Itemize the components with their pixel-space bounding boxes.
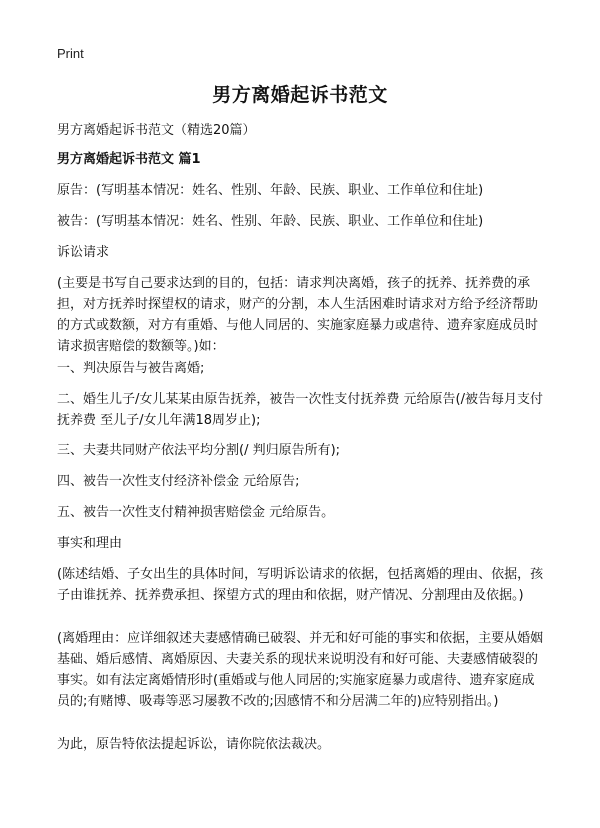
claim-item-2: 二、婚生儿子/女儿某某由原告抚养，被告一次性支付抚养费 元给原告(/被告每月支付抚养费 至儿子/女儿年满18周岁止);: [57, 392, 543, 428]
section-heading: 男方离婚起诉书范文 篇1: [57, 152, 201, 167]
claims-heading: 诉讼请求: [57, 245, 110, 260]
claim-item-1: 一、判决原告与被告离婚;: [57, 361, 205, 376]
print-link[interactable]: Print: [57, 46, 84, 61]
page-title: 男方离婚起诉书范文: [212, 84, 388, 106]
facts-note: (陈述结婚、子女出生的具体时间，写明诉讼请求的依据，包括离婚的理由、依据，孩子由谁抚养、抚养费承担、探望方式的理由和依据，财产情况、分割理由及依据。): [57, 567, 544, 603]
defendant-info: 被告：(写明基本情况：姓名、性别、年龄、民族、职业、工作单位和住址): [57, 214, 484, 229]
plaintiff-info: 原告：(写明基本情况：姓名、性别、年龄、民族、职业、工作单位和住址): [57, 183, 484, 198]
divorce-reason: (离婚理由：应详细叙述夫妻感情确已破裂、并无和好可能的事实和依据，主要从婚姻基础、婚后感情、离婚原因、夫妻关系的现状来说明没有和好可能、夫妻感情破裂的事实。如有法定离婚情形时(重婚或与他人同居的;实施家庭暴力或虐待、遗弃家庭成员的;有赌博、吸毒等恶习屡教不改的;因感情不和分居满二年的)应特别指出。): [57, 631, 544, 709]
claim-item-4: 四、被告一次性支付经济补偿金 元给原告;: [57, 474, 300, 489]
claim-item-3: 三、夫妻共同财产依法平均分割(/ 判归原告所有);: [57, 443, 341, 458]
claim-item-5: 五、被告一次性支付精神损害赔偿金 元给原告。: [57, 505, 335, 520]
conclusion: 为此，原告特依法提起诉讼，请你院依法裁决。: [57, 737, 331, 752]
facts-heading: 事实和理由: [57, 536, 123, 551]
claims-note: (主要是书写自己要求达到的目的，包括：请求判决离婚，孩子的抚养、抚养费的承担，对方抚养时探望权的请求，财产的分割，本人生活困难时请求对方给予经济帮助的方式或数额，对方有重婚、与他人同居的、实施家庭暴力或虐待、遗弃家庭成员时请求损害赔偿的数额等。)如：: [57, 276, 539, 354]
document-subtitle: 男方离婚起诉书范文（精选20篇）: [57, 123, 256, 138]
